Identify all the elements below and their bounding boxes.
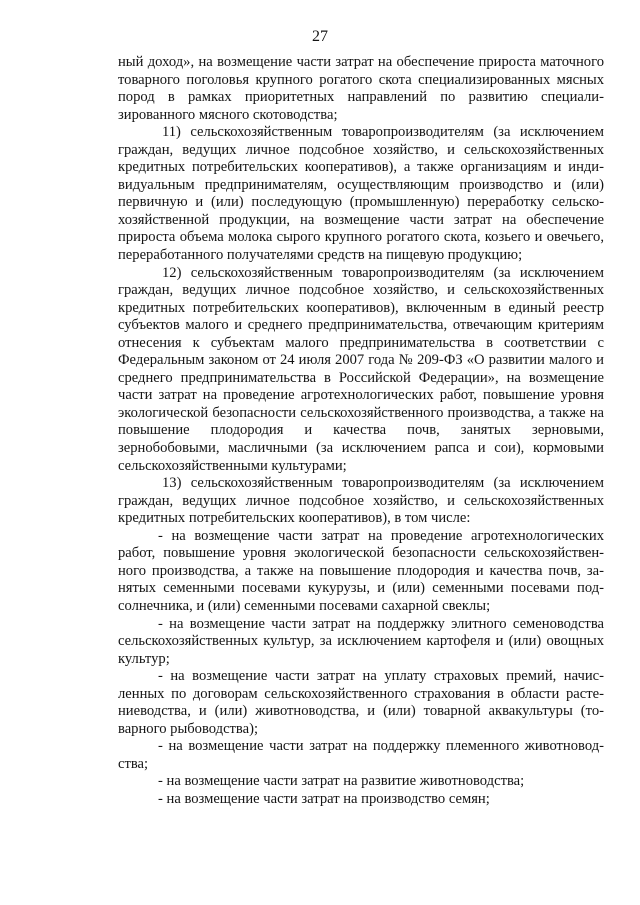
- list-item: - на возмещение части затрат на поддержку элитного семеноводства сельскохозяйственных культур, за исключением картофеля и (или) овощных культур;: [118, 615, 604, 667]
- list-item: - на возмещение части затрат на производство семян;: [158, 790, 490, 807]
- paragraph-item-12: 12) сельскохозяйственным товаропроизводителям (за исключением граждан, ведущих личное подсобное хозяйство, и сельскохозяйственных кредитных потребительских кооперативов), включенным в единый реестр субъектов малого и среднего предпринимательства, отвечающим критериям отнесения к субъектам малого предпринимательства в соответствии с Федеральным законом от 24 июля 2007 года № 209-ФЗ «О развитии малого и среднего предпринимательства в Российской Федерации», на возмещение части затрат на проведение агротехнологических работ, повышение уровня экологической безопасности сельскохозяйственного производства, а также на повышение плодородия и качества почв, занятых зерновыми, зернобобовыми, масличными (за исключением рапса и сои), кормовыми сельскохозяйственными культурами;: [118, 264, 604, 474]
- page-number: 27: [312, 28, 328, 45]
- paragraph-continuation: ный доход», на возмещение части затрат на обеспечение прироста маточного товарного поголовья крупного рогатого скота специализированных мясных пород в рамках приоритетных направлений по развитию специализированного мясного скотоводства;: [118, 54, 604, 123]
- paragraph-item-11: 11) сельскохозяйственным товаропроизводителям (за исключением граждан, ведущих личное подсобное хозяйство, и сельскохозяйственных кредитных потребительских кооперативов), а также организациям и индивидуальным предпринимателям, осуществляющим производство и (или) первичную и (или) последующую (промышленную) переработку сельскохозяйственной продукции, на возмещение части затрат на обеспечение прироста объема молока сырого крупного рогатого скота, козьего и овечьего, переработанного получателями средств на пищевую продукцию;: [118, 124, 604, 264]
- list-item: - на возмещение части затрат на уплату страховых премий, начисленных по договорам сельскохозяйственного страхования в области растениеводства, и (или) животноводства, и (или) товарной аквакультуры (товарного рыбоводства);: [118, 668, 604, 737]
- list-item: - на возмещение части затрат на поддержку племенного животноводства;: [118, 738, 604, 772]
- paragraph-item-13: 13) сельскохозяйственным товаропроизводителям (за исключением граждан, ведущих личное подсобное хозяйство, и сельскохозяйственных кредитных потребительских кооперативов), в том числе:: [118, 475, 604, 527]
- list-item: - на возмещение части затрат на развитие животноводства;: [158, 773, 525, 790]
- document-body: [118, 54, 604, 809]
- list-item: - на возмещение части затрат на проведение агротехнологических работ, повышение уровня экологической безопасности сельскохозяйственного производства, а также на повышение плодородия и качества почв, занятых семенными посевами кукурузы, и (или) семенными посевами подсолнечника, и (или) семенными посевами сахарной свеклы;: [118, 527, 604, 614]
